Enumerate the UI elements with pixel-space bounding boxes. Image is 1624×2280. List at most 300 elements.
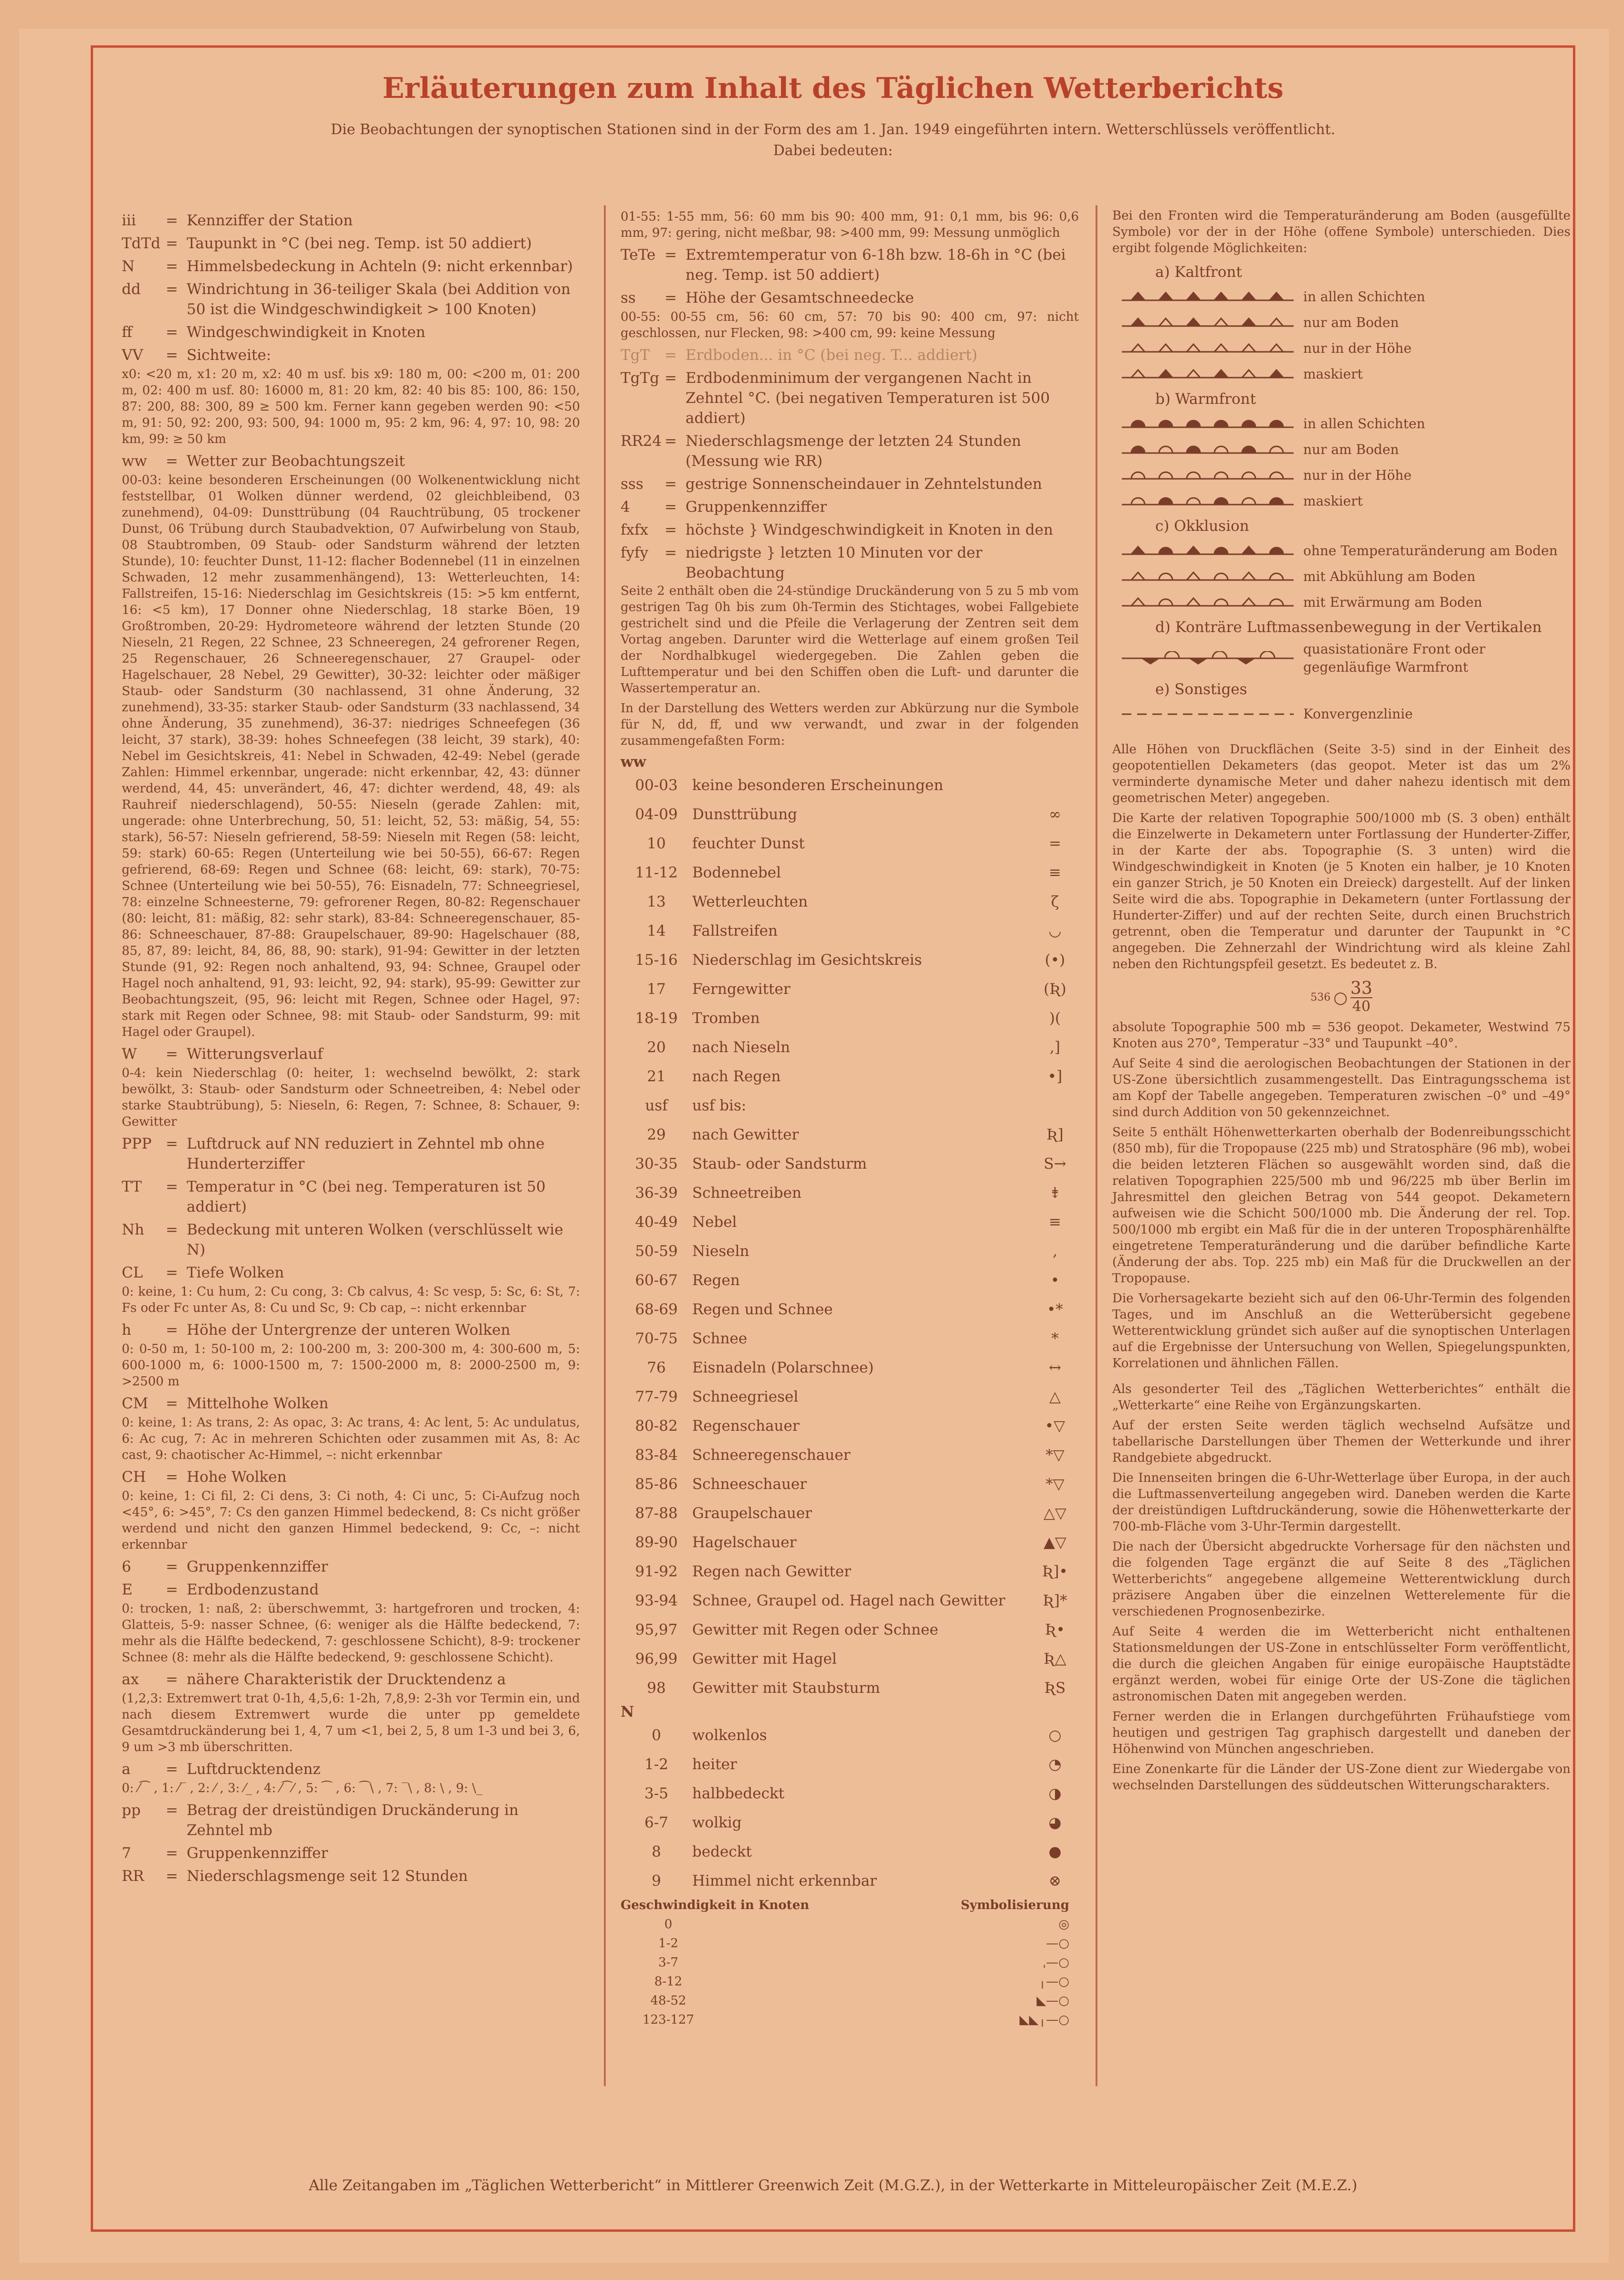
code-description: Wetterleuchten — [692, 893, 808, 910]
entry-a — [122, 1759, 580, 1779]
code-description: Schnee, Graupel od. Hagel nach Gewitter — [692, 1592, 1005, 1609]
code-value: 04-09 — [635, 806, 678, 823]
code-value: 30-35 — [635, 1155, 678, 1172]
entry-detail: 01-55: 1-55 mm, 56: 60 mm bis 90: 400 mm, 91: 0,1 mm, bis 96: 0,6 mm, 97: gering, nicht meßbar, 98: >400 mm, 99: Messung unmöglich — [621, 210, 1079, 240]
entry-symbol: h — [122, 1321, 131, 1339]
abbreviation-paragraph: In der Darstellung des Wetters werden zur Abkürzung nur die Symbole für N, dd, ff, und ww verwandt, und zwar in der folgenden zusammengefaßten Form: — [621, 701, 1079, 748]
entry-eq: = — [166, 1845, 178, 1862]
warm-front-icon — [1122, 417, 1294, 431]
code-value: 13 — [647, 893, 666, 910]
entry-ww — [122, 451, 580, 471]
occl-front-icon — [1122, 595, 1294, 610]
example-paragraph: absolute Topographie 500 mb = 536 geopot. Dekameter, Westwind 75 Knoten aus 270°, Temperatur –33° und Taupunkt –40°. — [1112, 1020, 1571, 1051]
weather-symbol-icon: )( — [1049, 1010, 1061, 1027]
code-value: 9 — [652, 1872, 661, 1889]
speed-header — [621, 1896, 1079, 1915]
entry-fxfx — [621, 520, 1079, 540]
speed-value: 48-52 — [650, 1994, 686, 2008]
stationary-front — [1112, 639, 1571, 677]
entry-ax — [122, 1669, 580, 1689]
code-row — [621, 858, 1079, 887]
wind-barb-icon: ◣—○ — [1036, 1994, 1069, 2008]
code-row — [621, 829, 1079, 858]
speed-row — [621, 2010, 1079, 2029]
entry-detail: 0: keine, 1: Ci fil, 2: Ci dens, 3: Ci noth, 4: Ci unc, 5: Ci-Aufzug noch <45°, 6: >45°, 7: Cs den ganzen Himmel bedeckend, 8: Cs nicht größer werdend und nicht den ganzen Himmel bedeckend, 9: Cc, –: nicht erkennbar — [122, 1489, 580, 1552]
entry-symbol: ax — [122, 1671, 139, 1688]
code-row — [621, 1412, 1079, 1441]
ww-table-label: ww — [621, 753, 646, 771]
column-middle — [621, 208, 1079, 2029]
entry-group-6 — [122, 1557, 580, 1577]
front-label: nur am Boden — [1303, 315, 1399, 330]
entry-symbol: N — [122, 258, 135, 275]
code-row — [621, 771, 1079, 800]
entry-symbol: sss — [621, 475, 643, 493]
page-subtitle — [100, 119, 1566, 161]
entry-eq: = — [166, 1468, 178, 1486]
entry-eq: = — [166, 1761, 178, 1778]
example-temperature: 33 — [1350, 979, 1372, 998]
code-description: nach Nieseln — [692, 1039, 791, 1056]
ww-table — [621, 771, 1079, 1703]
seite2-paragraph: Seite 2 enthält oben die 24-stündige Druckänderung von 5 zu 5 mb vom gestrigen Tag 0h bis zum 0h-Termin des Stichtages, wobei Fallgebiete gestrichelt sind und die Pfeile die Verlagerung der Zentren seit dem Vortag angeben. Darunter wird die Wetterlage auf einem großen Teil der Nordhalbkugel wiedergegeben. Die Zahlen geben die Lufttemperatur und bei den Schiffen oben die Luft- und darunter die Wassertemperatur an. — [621, 584, 1079, 696]
code-description: nach Regen — [692, 1068, 781, 1085]
entry-detail: x0: <20 m, x1: 20 m, x2: 40 m usf. bis x9: 180 m, 00: <200 m, 01: 200 m, 02: 400 m usf. 80: 16000 m, 81: 20 km, 82: 40 bis 85: 100, 86: 150, 87: 200, 88: 300, 89 ≥ 500 km. Ferner kann gegeben werden 90: <50 m, 91: 50, 92: 200, 93: 500, 94: 1000 m, 95: 2 km, 96: 4, 97: 10, 98: 20 km, 99: ≥ 50 km — [122, 367, 580, 446]
entry-eq: = — [664, 433, 677, 450]
entry-eq: = — [166, 1558, 178, 1575]
entry-symbol: TT — [122, 1178, 142, 1195]
entry-h — [122, 1320, 580, 1340]
code-description: Fallstreifen — [692, 922, 778, 939]
code-value: 80-82 — [635, 1417, 678, 1435]
code-description: Nieseln — [692, 1243, 749, 1260]
front-row — [1112, 590, 1571, 615]
speed-value: 0 — [664, 1917, 673, 1932]
code-value: 20 — [647, 1039, 666, 1056]
weather-symbol-icon: •▽ — [1044, 1417, 1065, 1435]
wind-barb-icon: ˌ—○ — [1043, 1955, 1069, 1970]
column-left — [122, 208, 580, 1886]
entry-eq: = — [166, 324, 178, 341]
weather-symbol-icon: •] — [1047, 1068, 1063, 1085]
weather-symbol-icon: ↔ — [1049, 1359, 1061, 1376]
entry-eq: = — [166, 258, 178, 275]
entry-symbol: RR24 — [621, 433, 662, 450]
code-value: 93-94 — [635, 1592, 678, 1609]
front-row — [1112, 437, 1571, 463]
occlusion-heading: c) Okklusion — [1155, 517, 1249, 535]
seite4-paragraph: Auf Seite 4 sind die aerologischen Beobachtungen der Stationen in der US-Zone übersichtlich zusammengestellt. Das Eintragungsschema ist am Kopf der Tabelle angegeben. Temperaturen zwischen –0° und –49° sind durch Addition von 50 gekennzeichnet. — [1112, 1056, 1571, 1119]
entry-eq: = — [664, 544, 677, 561]
entry-eq: = — [166, 1868, 178, 1885]
entry-text: Witterungsverlauf — [187, 1045, 323, 1063]
misc-heading: e) Sonstiges — [1155, 681, 1247, 698]
entry-iii — [122, 211, 580, 231]
entry-eq: = — [664, 521, 677, 538]
front-label: nur in der Höhe — [1303, 467, 1412, 483]
station-circle-icon: ○ — [1333, 988, 1348, 1007]
subtitle-line: Die Beobachtungen der synoptischen Stationen sind in der Form des am 1. Jan. 1949 eingeführten intern. Wetterschlüssels veröffentlicht. — [330, 121, 1336, 138]
code-value: 96,99 — [635, 1650, 678, 1668]
entry-eq: = — [166, 235, 178, 252]
entry-eq: = — [166, 1671, 178, 1688]
convergence-line-symbol — [1122, 707, 1294, 721]
entry-ppp — [122, 1134, 580, 1174]
code-row — [621, 1208, 1079, 1237]
front-label: mit Erwärmung am Boden — [1303, 594, 1483, 610]
entry-symbol: dd — [122, 281, 141, 298]
convergence-line-label: Konvergenzlinie — [1303, 706, 1413, 722]
code-value: 87-88 — [635, 1505, 678, 1522]
code-row — [621, 1383, 1079, 1412]
front-label: ohne Temperaturänderung am Boden — [1303, 543, 1558, 559]
stationary-front-label: quasistationäre Front oder gegenläufige Warmfront — [1303, 641, 1486, 675]
front-row — [1112, 488, 1571, 514]
weather-symbol-icon: △▽ — [1044, 1505, 1066, 1522]
entry-detail: 0-4: kein Niederschlag (0: heiter, 1: wechselnd bewölkt, 2: stark bewölkt, 3: Staub- oder Sandsturm oder Schneetreiben, 4: Nebel oder starke Staubtrübung), 5: Nieseln, 6: Regen, 7: Schnee, 8: Schauer, 9: Gewitter — [122, 1066, 580, 1129]
entry-symbol: a — [122, 1761, 131, 1778]
entry-symbol: CM — [122, 1395, 148, 1412]
entry-symbol: 7 — [122, 1845, 131, 1862]
code-row — [621, 1808, 1079, 1837]
front-row — [1112, 310, 1571, 336]
entry-symbol: 4 — [621, 498, 630, 516]
cold-front-icon — [1122, 316, 1294, 330]
code-row — [621, 1750, 1079, 1779]
code-description: feuchter Dunst — [692, 835, 805, 852]
cold-front-list — [1112, 284, 1571, 387]
entry-tgt — [621, 345, 1079, 365]
weather-symbol-icon: •* — [1047, 1301, 1063, 1318]
code-row — [621, 1441, 1079, 1470]
code-value: 8 — [652, 1843, 661, 1860]
weather-symbol-icon — [1031, 771, 1079, 800]
code-description: wolkig — [692, 1814, 742, 1831]
weather-symbol-icon: ζ — [1051, 893, 1059, 910]
code-value: 18-19 — [635, 1010, 678, 1027]
entry-eq: = — [166, 1221, 178, 1238]
code-description: Gewitter mit Hagel — [692, 1650, 837, 1668]
weather-symbol-icon: ,] — [1050, 1039, 1060, 1056]
front-label: nur in der Höhe — [1303, 340, 1412, 356]
entry-eq: = — [166, 1178, 178, 1195]
warm-front-icon — [1122, 443, 1294, 457]
code-description: Ferngewitter — [692, 981, 791, 998]
geopotential-paragraph: Alle Höhen von Druckflächen (Seite 3-5) sind in der Einheit des geopotentiellen Dekameters (das geopot. Meter ist das um 2% verminderte dynamische Meter und daher nahezu identisch mit dem geometrischen Meter) angegeben. — [1112, 742, 1571, 805]
code-description: Gewitter mit Regen oder Schnee — [692, 1621, 939, 1638]
entry-text: Gruppenkennziffer — [685, 498, 827, 516]
speed-row — [621, 1972, 1079, 1991]
front-row — [1112, 361, 1571, 387]
speed-row — [621, 1915, 1079, 1934]
code-description: nach Gewitter — [692, 1126, 799, 1143]
entry-tdtd — [122, 233, 580, 253]
code-description: Eisnadeln (Polarschnee) — [692, 1359, 874, 1376]
code-value: 91-92 — [635, 1563, 678, 1580]
code-description: Schneeregenschauer — [692, 1446, 851, 1464]
front-label: maskiert — [1303, 366, 1363, 382]
code-row — [621, 1266, 1079, 1295]
code-value: 21 — [647, 1068, 666, 1085]
entry-eq: = — [166, 1395, 178, 1412]
entry-symbol: fyfy — [621, 544, 648, 561]
entry-tt — [122, 1177, 580, 1217]
entry-eq: = — [166, 453, 178, 470]
column-divider — [604, 205, 606, 2086]
front-row — [1112, 463, 1571, 488]
entry-symbol: E — [122, 1581, 133, 1598]
occl-front-icon — [1122, 544, 1294, 558]
seite4-us-zone-paragraph: Auf Seite 4 werden die im Wetterbericht nicht enthaltenen Stationsmeldungen der US-Zone in entschlüsselter Form veröffentlicht, die durch die gleichen Angaben für einige europäische Hauptstädte ergänzt werden, wobei für einige Orte der US-Zone die täglichen astronomischen Daten mit angegeben werden. — [1112, 1625, 1571, 1704]
example-dewpoint: 40 — [1352, 998, 1371, 1015]
code-value: 3-5 — [644, 1785, 668, 1802]
entry-text: Niederschlagsmenge seit 12 Stunden — [187, 1868, 468, 1885]
front-label: in allen Schichten — [1303, 416, 1425, 432]
code-row — [621, 1674, 1079, 1703]
warm-front-icon — [1122, 468, 1294, 483]
entry-group-7 — [122, 1843, 580, 1863]
entry-symbol: VV — [122, 347, 143, 364]
code-description: Schneeschauer — [692, 1476, 807, 1493]
code-description: Schneegriesel — [692, 1388, 799, 1405]
code-value: 50-59 — [635, 1243, 678, 1260]
front-row — [1112, 411, 1571, 437]
code-value: 14 — [647, 922, 666, 939]
speed-row — [621, 1934, 1079, 1953]
weather-symbol-icon: ≡ — [1049, 864, 1061, 881]
weather-symbol-icon: Ʀ• — [1045, 1621, 1065, 1638]
weather-symbol-icon: * — [1051, 1330, 1059, 1347]
code-value: 76 — [647, 1359, 666, 1376]
subtitle-line-2: Dabei bedeuten: — [773, 142, 893, 159]
entry-symbol: ff — [122, 324, 133, 341]
speed-head: Geschwindigkeit in Knoten — [621, 1898, 810, 1912]
code-value: 95,97 — [635, 1621, 678, 1638]
speed-value: 8-12 — [654, 1974, 683, 1989]
entry-tete — [621, 245, 1079, 285]
weather-symbol-icon: ○ — [1048, 1727, 1062, 1744]
weather-symbol-icon: ◡ — [1048, 922, 1062, 939]
code-row — [621, 1557, 1079, 1586]
entry-symbol: Nh — [122, 1221, 145, 1238]
code-description: Hagelschauer — [692, 1534, 797, 1551]
code-row — [621, 1528, 1079, 1557]
column-right — [1112, 208, 1571, 1797]
code-description: Bodennebel — [692, 864, 781, 881]
column-divider — [1096, 205, 1097, 2086]
entry-text: Niederschlagsmenge der letzten 24 Stunden (Messung wie RR) — [685, 433, 1022, 470]
code-row — [621, 946, 1079, 975]
inner-pages-paragraph: Die Innenseiten bringen die 6-Uhr-Wetterlage über Europa, in der auch die Luftmassenverteilung angegeben wird. Daneben werden die Karte der dreistündigen Luftdruckänderung, sowie die Höhenwetterkarte der 700-mb-Fläche vom 3-Uhr-Termin dargestellt. — [1112, 1471, 1571, 1534]
wetterkarte-paragraph: Als gesonderter Teil des „Täglichen Wetterberichtes“ enthält die „Wetterkarte“ eine Reihe von Ergänzungskarten. — [1112, 1382, 1571, 1413]
code-value: 15-16 — [635, 951, 678, 969]
entry-text: Extremtemperatur von 6-18h bzw. 18-6h in °C (bei neg. Temp. ist 50 addiert) — [685, 246, 1066, 284]
forecast-paragraph: Die Vorhersagekarte bezieht sich auf den 06-Uhr-Termin des folgenden Tages, und im Anschluß an die Wetterübersicht gegebene Wetterentwicklung gründet sich außer auf die synoptischen Unterlagen auf die Ergebnisse der Untersuchung von Wellen, Spiegelungspunkten, Korrelationen und ähnlichen Fällen. — [1112, 1291, 1571, 1371]
entry-text: Gruppenkennziffer — [187, 1558, 328, 1575]
code-description: Staub- oder Sandsturm — [692, 1155, 867, 1172]
entry-text: nähere Charakteristik der Drucktendenz a — [187, 1671, 506, 1688]
entry-rr24 — [621, 431, 1079, 471]
example-fraction — [1350, 980, 1372, 1015]
weather-symbol-icon: Ʀ]• — [1042, 1563, 1068, 1580]
entry-eq: = — [166, 1045, 178, 1063]
weather-symbol-icon: ⇟ — [1049, 1184, 1061, 1202]
weather-symbol-icon: (•) — [1044, 951, 1065, 969]
code-value: 89-90 — [635, 1534, 678, 1551]
entry-text: Höhe der Gesamtschneedecke — [685, 289, 914, 306]
code-value: 36-39 — [635, 1184, 678, 1202]
stationary-front-symbol — [1122, 651, 1294, 665]
code-row — [621, 1721, 1079, 1750]
code-description: Tromben — [692, 1010, 760, 1027]
code-value: 83-84 — [635, 1446, 678, 1464]
entry-detail: 0: keine, 1: As trans, 2: As opac, 3: Ac trans, 4: Ac lent, 5: Ac undulatus, 6: Ac cug, 7: Ac in mehreren Schichten oder zusammen mit As, 8: Ac cast, 9: chaotischer Ac-Himmel, –: nicht erkennbar — [122, 1415, 580, 1462]
code-row — [621, 1615, 1079, 1645]
code-row — [621, 1295, 1079, 1324]
entry-eq: = — [166, 1321, 178, 1339]
topography-paragraph: Die Karte der relativen Topographie 500/1000 mb (S. 3 oben) enthält die Einzelwerte in Dekametern unter Fortlassung der Hunderter-Ziffer, in der Karte der abs. Topographie (S. 3 unten) wird die Windgeschwindigkeit in Knoten (je 5 Knoten ein halber, je 10 Knoten ein ganzer Strich, je 50 Knoten ein Dreieck) dargestellt. Auf der linken Seite wird die abs. Topographie in Dekametern (unter Fortlassung der Hunderter-Ziffer) und auf der rechten Seite, durch einen Bruchstrich getrennt, oben die Temperatur und darunter der Taupunkt in °C angegeben. Die Zehnerzahl der Windrichtung wird als kleine Zahl neben den Richtungspfeil gesetzt. Es bedeutet z. B. — [1112, 811, 1571, 971]
entry-text: Erdboden... in °C (bei neg. T... addiert) — [685, 347, 978, 364]
code-description: Niederschlag im Gesichtskreis — [692, 951, 922, 969]
code-value: 98 — [647, 1679, 666, 1697]
entry-symbol: fxfx — [621, 521, 648, 538]
code-value: 1-2 — [644, 1756, 668, 1773]
entry-text: Sichtweite: — [187, 347, 271, 364]
warm-front-icon — [1122, 494, 1294, 508]
entry-symbol: 6 — [122, 1558, 131, 1575]
zone-map-paragraph: Eine Zonenkarte für die Länder der US-Zone dient zur Wiedergabe von wechselnden Darstellungen des süddeutschen Witterungscharakters. — [1112, 1762, 1571, 1793]
code-description: Regen und Schnee — [692, 1301, 833, 1318]
code-value: 11-12 — [635, 864, 678, 881]
wind-barb-icon: ◎ — [1058, 1917, 1069, 1932]
fronts-intro: Bei den Fronten wird die Temperaturänderung am Boden (ausgefüllte Symbole) vor der in der Höhe (offene Symbole) unterschieden. Dies ergibt folgende Möglichkeiten: — [1112, 209, 1571, 255]
warm-front-heading: b) Warmfront — [1155, 391, 1256, 408]
cold-front-icon — [1122, 367, 1294, 381]
entry-eq: = — [664, 498, 677, 516]
code-description: Himmel nicht erkennbar — [692, 1872, 877, 1889]
weather-symbol-icon: Ʀ]* — [1043, 1592, 1067, 1609]
code-description: Gewitter mit Staubsturm — [692, 1679, 880, 1697]
entry-symbol: TgTg — [621, 369, 660, 387]
code-description: Regenschauer — [692, 1417, 800, 1435]
seite5-paragraph: Seite 5 enthält Höhenwetterkarten oberhalb der Bodenreibungsschicht (850 mb), für die Tropopause (225 mb) und Stratosphäre (96 mb), wobei die beiden letzteren Flächen so ausgewählt worden sind, daß die relativen Topographien 225/500 mb und 96/225 mb über Berlin im Jahresmittel den gleichen Betrag von 544 geopot. Dekametern aufweisen wie die Schicht 500/1000 mb. Die Änderung der rel. Top. 500/1000 mb ergibt ein Maß für die in der unteren Troposphärenhälfte eingetretene Temperaturänderung und die darüber befindliche Karte (Änderung der abs. Top. 225 mb) ein Maß für die Druckwellen an der Tropopause. — [1112, 1125, 1571, 1286]
weather-symbol-icon: △ — [1049, 1388, 1061, 1405]
weather-symbol-icon: ∞ — [1049, 806, 1061, 823]
front-row — [1112, 284, 1571, 310]
weather-symbol-icon: , — [1053, 1243, 1057, 1260]
weather-symbol-icon: ◕ — [1048, 1814, 1062, 1831]
entry-eq: = — [664, 246, 677, 264]
weather-symbol-icon: *▽ — [1045, 1446, 1065, 1464]
code-value: 17 — [647, 981, 666, 998]
entry-ss — [621, 288, 1079, 308]
example-geopotential: 536 — [1310, 992, 1331, 1003]
entry-text: gestrige Sonnenscheindauer in Zehntelstunden — [685, 475, 1042, 493]
entry-eq: = — [664, 369, 677, 387]
entry-text: Tiefe Wolken — [187, 1264, 285, 1281]
entry-text: Hohe Wolken — [187, 1468, 287, 1486]
weather-symbol-icon: Ʀ] — [1046, 1126, 1064, 1143]
entry-pp — [122, 1800, 580, 1840]
entry-detail: 0: 0-50 m, 1: 50-100 m, 2: 100-200 m, 3: 200-300 m, 4: 300-600 m, 5: 600-1000 m, 6: 1000-1500 m, 7: 1500-2000 m, 8: 2000-2500 m, 9: >2500 m — [122, 1342, 580, 1389]
entry-sss — [621, 474, 1079, 494]
code-value: 70-75 — [635, 1330, 678, 1347]
entry-text: Erdbodenzustand — [187, 1581, 319, 1598]
wind-barb-icon: —○ — [1046, 1936, 1069, 1951]
entry-ff — [122, 322, 580, 342]
station-example — [1112, 976, 1571, 1019]
code-description: heiter — [692, 1756, 737, 1773]
forecast-next-days-paragraph: Die nach der Übersicht abgedruckte Vorhersage für den nächsten und die folgenden Tage ergänzt die auf Seite 8 des „Täglichen Wetterberichts“ angegebene allgemeine Wetterentwicklung durch präzisere Angaben über die einzelnen Wetterelemente für die verschiedenen Prognosenbezirke. — [1112, 1540, 1571, 1619]
entry-text: Temperatur in °C (bei neg. Temperaturen ist 50 addiert) — [187, 1178, 546, 1215]
entry-eq: = — [166, 347, 178, 364]
entry-detail: 00-03: keine besonderen Erscheinungen (00 Wolkenentwicklung nicht feststellbar, 01 Wolken dünner werdend, 02 gleichbleibend, 03 zunehmend), 04-09: Dunsttrübung (04 Rauchtrübung, 05 trockener Dunst, 06 Trübung durch Staubadvektion, 07 Aufwirbelung von Staub, 08 Staubtromben, 09 Staub- oder Sandsturm während der letzten Stunde), 10: feuchter Dunst, 11-12: flacher Bodennebel (11 in einzelnen Schwaden, 12 mehr zusammenhängend), 13: Wetterleuchten, 14: Fallstreifen, 15-16: Niederschlag im Gesichtskreis (15: >5 km entfernt, 16: <5 km), 17 Donner ohne Niederschlag, 18 starke Böen, 19 Großtromben, 20-29: Hydrometeore während der letzten Stunde (20 Nieseln, 21 Regen, 22 Schnee, 23 Schneeregen, 24 gefrorener Regen, 25 Regenschauer, 26 Schneeregenschauer, 27 Graupel- oder Hagelschauer, 28 Nebel, 29 Gewitter), 30-32: leichter oder mäßiger Staub- oder Sandsturm (30 nachlassend, 31 ohne Änderung, 32 zunehmend), 33-35: starker Staub- oder Sandsturm (33 nachlassend, 34 ohne Änderung, 35 zunehmend), 36-37: niedriges Schneefegen (36 leicht, 37 stark), 38-39: hohes Schneefegen (38 leicht, 39 stark), 40: Nebel im Gesichtskreis, 41: Nebel in Schwaden, 42-49: Nebel (gerade Zahlen: Himmel erkennbar, ungerade: nicht erkennbar, 42, 43: dünner werdend, 44, 45: unverändert, 46, 47: dichter werdend, 48, 49: als Rauhreif niederschlagend), 50-55: Nieseln (gerade Zahlen: mit, ungerade: ohne Unterbrechung, 50, 51: leicht, 52, 53: mäßig, 54, 55: stark), 56-57: Nieseln gefrierend, 58-59: Nieseln mit Regen (58: leicht, 59: stark) 60-65: Regen (Unterteilung wie bei 50-55), 66-67: Regen gefrierend, 68-69: Regen und Schnee (68: leicht, 69: stark), 70-75: Schnee (Unterteilung wie bei 50-55), 76: Eisnadeln, 77: Schneegriesel, 78: einzelne Schneesterne, 79: gefrorener Regen, 80-82: Regenschauer (80: leicht, 81: mäßig, 82: sehr stark), 83-84: Schneeregenschauer, 85-86: Schneeschauer, 87-88: Graupelschauer, 89-90: Hagelschauer (88, 85, 87, 89: leicht, 84, 86, 88, 90: stark), 91-94: Gewitter in der letzten Stunde (91, 92: Regen noch anhaltend, 93, 94: Schnee, Graupel oder Hagel noch anhaltend, 91, 93: leicht, 92, 94: stark), 95-99: Gewitter zur Beobachtungszeit, (95, 96: leicht mit Regen, Schnee oder Hagel, 97: stark mit Regen oder Schnee, 98: mit Staub- oder Sandsturm, 99: mit Hagel oder Graupel). — [122, 473, 580, 1039]
code-row — [621, 800, 1079, 829]
entry-symbol: TgT — [621, 347, 650, 364]
entry-eq: = — [166, 1135, 178, 1152]
entry-eq: = — [664, 289, 677, 306]
entry-text: Mittelhohe Wolken — [187, 1395, 329, 1412]
speed-row — [621, 1991, 1079, 2010]
entry-text: Erdbodenminimum der vergangenen Nacht in Zehntel °C. (bei negativen Temperaturen ist 500 addiert) — [685, 369, 1050, 427]
entry-symbol: TeTe — [621, 246, 656, 264]
cold-front-icon — [1122, 290, 1294, 304]
speed-sym-head: Symbolisierung — [960, 1898, 1069, 1912]
entry-dd — [122, 279, 580, 319]
entry-symbol: ss — [621, 289, 636, 306]
weather-symbol-icon: (Ʀ) — [1044, 981, 1066, 998]
entry-w — [122, 1044, 580, 1064]
entry-text: Taupunkt in °C (bei neg. Temp. ist 50 addiert) — [187, 235, 532, 252]
speed-row — [621, 1953, 1079, 1972]
entry-rr — [122, 1866, 580, 1886]
page-title: Erläuterungen zum Inhalt des Täglichen Wetterberichts — [382, 72, 1284, 105]
weather-symbol-icon: = — [1049, 835, 1061, 852]
entry-symbol: W — [122, 1045, 137, 1063]
code-row — [621, 1837, 1079, 1867]
weather-symbol-icon: ⊗ — [1049, 1872, 1061, 1889]
front-row — [1112, 336, 1571, 361]
code-description: bedeckt — [692, 1843, 752, 1860]
cold-front-icon — [1122, 341, 1294, 356]
code-description: Dunsttrübung — [692, 806, 798, 823]
entry-eq: = — [166, 212, 178, 229]
erlangen-paragraph: Ferner werden die in Erlangen durchgeführten Frühaufstiege vom heutigen und gestrigen Tag graphisch dargestellt und daneben der Höhenwind von München angeschrieben. — [1112, 1710, 1571, 1756]
front-row — [1112, 538, 1571, 564]
entry-eq: = — [664, 347, 677, 364]
code-row — [621, 1499, 1079, 1528]
wind-barb-icon: ╷—○ — [1038, 1974, 1069, 1989]
entry-symbol: CL — [122, 1264, 143, 1281]
entry-symbol: RR — [122, 1868, 144, 1885]
code-row — [621, 917, 1079, 946]
entry-text: Windrichtung in 36-teiliger Skala (bei Addition von 50 ist die Windgeschwindigkeit > 100 Knoten) — [187, 281, 571, 318]
weather-symbol-icon: ◔ — [1048, 1756, 1062, 1773]
code-row — [621, 1779, 1079, 1808]
front-row — [1112, 564, 1571, 590]
entry-cm — [122, 1393, 580, 1414]
front-label: maskiert — [1303, 493, 1363, 509]
code-description: keine besonderen Erscheinungen — [692, 777, 944, 794]
code-description: Graupelschauer — [692, 1505, 812, 1522]
code-row — [621, 1353, 1079, 1383]
code-row — [621, 1237, 1079, 1266]
code-value: 40-49 — [635, 1214, 678, 1231]
code-row — [621, 1470, 1079, 1499]
weather-symbol-icon — [1031, 1091, 1079, 1120]
entry-text: niedrigste } letzten 10 Minuten vor der Beobachtung — [685, 544, 982, 581]
n-table — [621, 1721, 1079, 1896]
